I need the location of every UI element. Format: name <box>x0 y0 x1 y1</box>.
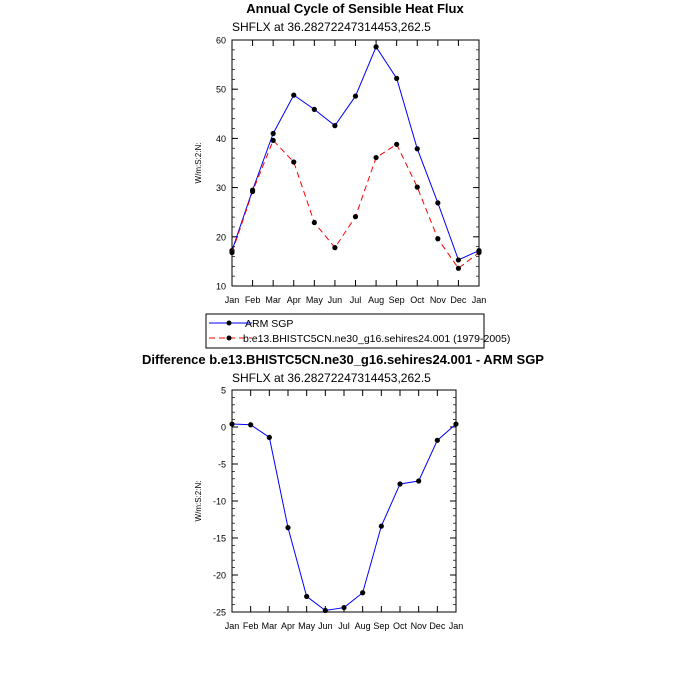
bottom-x-tick-label: Mar <box>261 621 278 631</box>
top-series-1-point <box>250 189 255 194</box>
top-series-1-point <box>353 214 358 219</box>
top-x-tick-label: Aug <box>368 295 385 305</box>
bottom-series-0-point <box>453 421 458 426</box>
top-series-0-point <box>271 131 276 136</box>
bottom-plot-frame <box>232 390 456 612</box>
bottom-series-0-point <box>379 524 384 529</box>
bottom-y-tick-label: -5 <box>217 459 226 470</box>
bottom-series-0-point <box>416 478 421 483</box>
top-series-0-point <box>415 146 420 151</box>
top-series-0-point <box>435 200 440 205</box>
bottom-series-0-point <box>435 438 440 443</box>
top-chart-subtitle: SHFLX at 36.28272247314453,262.5 <box>232 20 431 34</box>
bottom-x-tick-label: Feb <box>242 621 259 631</box>
bottom-y-tick-label: -25 <box>212 607 226 618</box>
bottom-series-0-point <box>285 525 290 530</box>
bottom-series-0-point <box>397 481 402 486</box>
top-series-1-point <box>291 159 296 164</box>
top-series-1-point <box>476 250 481 255</box>
legend <box>206 314 510 348</box>
bottom-series-0-point <box>304 594 309 599</box>
bottom-y-tick-label: 0 <box>220 422 226 433</box>
top-plot-frame <box>232 40 479 286</box>
top-series-1-point <box>394 142 399 147</box>
top-series-0-point <box>394 76 399 81</box>
top-x-tick-label: Apr <box>286 295 301 305</box>
legend-marker-model <box>227 336 232 341</box>
top-chart-title: Annual Cycle of Sensible Heat Flux <box>246 1 464 16</box>
top-series-1-point <box>456 266 461 271</box>
top-series-0-point <box>312 107 317 112</box>
legend-label-arm-sgp: ARM SGP <box>245 318 294 330</box>
top-y-tick-label: 30 <box>215 183 226 194</box>
top-panel <box>194 1 486 305</box>
bottom-y-tick-label: 5 <box>220 385 226 396</box>
bottom-series-0-point <box>248 422 253 427</box>
top-y-tick-label: 60 <box>215 35 226 46</box>
bottom-x-tick-label: Aug <box>354 621 371 631</box>
legend-marker-arm-sgp <box>227 321 232 326</box>
top-x-tick-label: Jan <box>224 295 240 305</box>
top-series-0-point <box>373 44 378 49</box>
bottom-y-tick-label: -10 <box>212 496 226 507</box>
bottom-series-line-0 <box>232 424 456 610</box>
top-y-tick-label: 50 <box>215 84 226 95</box>
top-series-1-point <box>229 250 234 255</box>
top-y-axis-label: W/m:S:2:N: <box>194 142 203 184</box>
top-series-0-point <box>456 257 461 262</box>
bottom-series-0-point <box>360 590 365 595</box>
top-y-tick-label: 20 <box>215 232 226 243</box>
top-y-tick-label: 10 <box>215 281 226 292</box>
top-x-tick-label: May <box>305 295 323 305</box>
top-series-0-point <box>353 93 358 98</box>
top-series-0-point <box>332 123 337 128</box>
top-series-1-point <box>271 138 276 143</box>
top-x-tick-label: Feb <box>244 295 261 305</box>
top-x-tick-label: Oct <box>410 295 425 305</box>
top-series-1-point <box>312 220 317 225</box>
top-series-line-0 <box>232 47 479 260</box>
top-x-tick-label: Nov <box>429 295 446 305</box>
top-series-1-point <box>415 185 420 190</box>
top-series-0-point <box>291 93 296 98</box>
bottom-x-tick-label: Jul <box>338 621 350 631</box>
top-series-1-point <box>435 236 440 241</box>
bottom-x-tick-label: Nov <box>410 621 427 631</box>
top-x-tick-label: Sep <box>388 295 405 305</box>
bottom-x-tick-label: Sep <box>373 621 390 631</box>
top-x-tick-label: Mar <box>265 295 281 305</box>
bottom-x-tick-label: Jun <box>318 621 333 631</box>
bottom-x-tick-label: Jan <box>224 621 240 631</box>
bottom-y-axis-label: W/m:S:2:N: <box>194 480 203 522</box>
top-x-tick-label: Jul <box>349 295 362 305</box>
bottom-series-0-point <box>323 608 328 613</box>
bottom-x-tick-label: Oct <box>392 621 408 631</box>
top-series-layer <box>229 44 481 271</box>
top-y-axis <box>216 36 479 292</box>
bottom-x-tick-label: Apr <box>280 621 296 631</box>
legend-label-model: b.e13.BHISTC5CN.ne30_g16.sehires24.001 (1979-2005) <box>243 333 511 345</box>
bottom-series-layer <box>229 421 458 613</box>
bottom-series-0-point <box>341 605 346 610</box>
bottom-series-0-point <box>229 421 234 426</box>
bottom-chart-title: Difference b.e13.BHISTC5CN.ne30_g16.sehires24.001 - ARM SGP <box>142 352 544 367</box>
top-x-axis <box>225 40 487 305</box>
bottom-chart-subtitle: SHFLX at 36.28272247314453,262.5 <box>232 371 431 385</box>
top-y-tick-label: 40 <box>215 133 226 144</box>
bottom-y-tick-label: -20 <box>212 570 226 581</box>
top-series-line-1 <box>232 140 479 268</box>
bottom-x-tick-label: Dec <box>429 621 446 631</box>
bottom-panel <box>142 352 544 631</box>
top-x-tick-label: Jun <box>327 295 343 305</box>
top-series-1-point <box>332 245 337 250</box>
bottom-x-axis <box>225 390 464 631</box>
top-x-tick-label: Dec <box>450 295 467 305</box>
bottom-x-tick-label: Jan <box>448 621 464 631</box>
bottom-y-tick-label: -15 <box>212 533 226 544</box>
top-x-tick-label: Jan <box>471 295 487 305</box>
bottom-x-tick-label: May <box>298 621 316 631</box>
bottom-y-axis <box>213 386 456 618</box>
top-series-1-point <box>373 155 378 160</box>
bottom-series-0-point <box>267 435 272 440</box>
